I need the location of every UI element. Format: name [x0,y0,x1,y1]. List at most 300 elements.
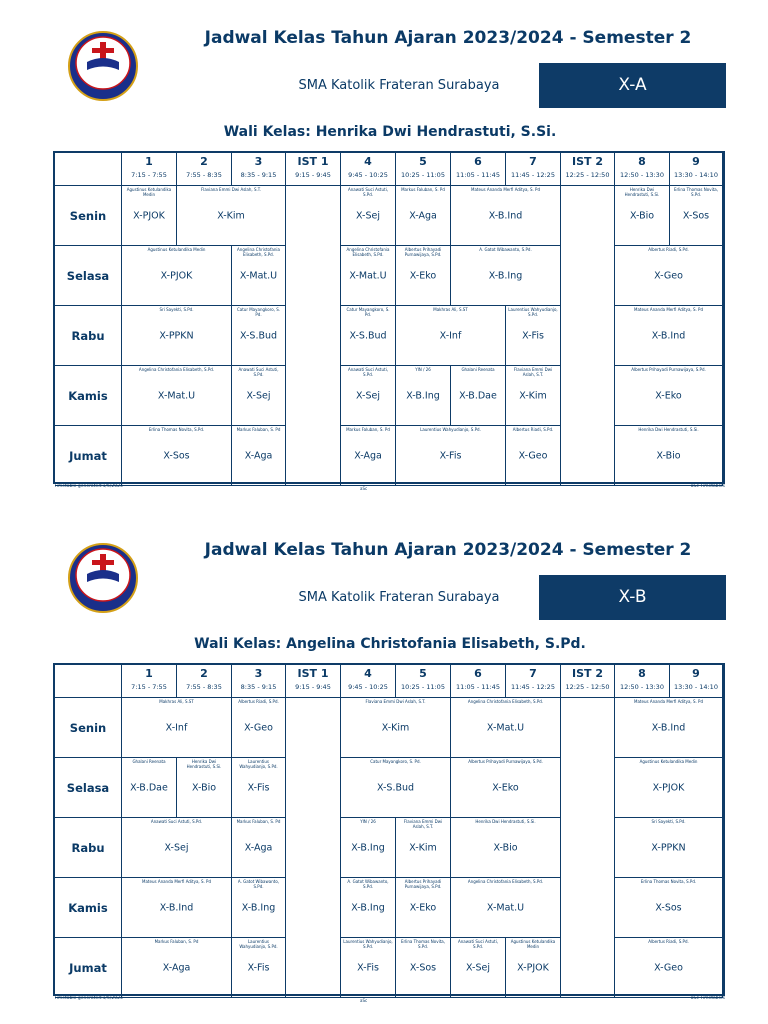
lesson-cell[interactable] [615,698,723,758]
lesson-cell[interactable] [232,818,286,878]
lesson-subject: X-Sej [356,210,380,221]
lesson-teacher: Laurentius Wahyudianjo, S.Pd. [239,939,278,949]
lesson-cell[interactable] [232,698,286,758]
school-logo-icon [67,30,139,102]
period-number: 9 [692,155,700,168]
lesson-cell[interactable] [396,938,451,998]
lesson-subject: X-Sos [409,962,437,973]
lesson-subject: X-Aga [244,842,273,853]
period-number: IST 2 [571,667,603,680]
empty-cell [286,426,341,486]
lesson-cell[interactable] [122,698,232,758]
period-time: 8:35 - 9:15 [240,171,277,179]
period-number: 5 [419,155,427,168]
footer-brand: aSc Timetables [690,996,725,1001]
footer-brand: aSc Timetables [690,484,725,489]
period-header [341,153,396,186]
period-header [670,153,723,186]
lesson-teacher: Albertus Riadi, S.Pd. [512,427,554,432]
lesson-cell[interactable] [341,758,451,818]
period-number: 5 [419,667,427,680]
timetable-grid [53,151,725,484]
lesson-teacher: Angelina Christofania Elisabeth, S.Pd. [138,367,215,372]
lesson-subject: X-PJOK [133,210,165,221]
empty-cell [561,426,615,486]
lesson-cell[interactable] [451,758,561,818]
lesson-cell[interactable] [341,366,396,426]
period-number: 4 [364,155,372,168]
lesson-teacher: Catur Mayangkoro, S. Pd. [236,307,281,317]
empty-cell [561,366,615,426]
day-label: Selasa [55,246,122,306]
period-header [232,665,286,698]
lesson-cell[interactable] [122,306,232,366]
empty-cell [561,758,615,818]
lesson-subject: X-B.Ind [651,330,686,341]
lesson-teacher: Flaviana Emmi Dwi Aslah, S.T. [201,187,261,192]
lesson-cell[interactable] [341,246,396,306]
period-time: 7:15 - 7:55 [131,683,167,691]
lesson-teacher: Albertus Prihayadi Purnawijaya, S.Pd. [404,879,442,889]
lesson-cell[interactable] [232,426,286,486]
period-header [506,153,561,186]
lesson-teacher: Erlina Thomas Novita, S.Pd. [148,427,205,432]
lesson-subject: X-PJOK [652,782,685,793]
school-logo-icon [67,542,139,614]
lesson-cell[interactable] [451,878,561,938]
lesson-subject: X-Geo [244,722,273,733]
lesson-cell[interactable] [396,186,451,246]
lesson-subject: X-Fis [247,962,270,973]
lesson-teacher: Ghalani Reenata [132,759,166,764]
period-header [506,665,561,698]
period-header [396,153,451,186]
lesson-subject: X-Mat.U [486,902,525,913]
lesson-teacher: A. Gatot Wibawanto, S.Pd. [237,879,280,889]
school-name: SMA Katolik Frateran Surabaya [298,590,500,605]
lesson-cell[interactable] [122,818,232,878]
period-time: 9:45 - 10:25 [348,171,388,179]
lesson-cell[interactable] [341,698,451,758]
lesson-cell[interactable] [122,366,232,426]
lesson-subject: X-B.Ing [406,390,440,401]
lesson-cell[interactable] [615,938,723,998]
lesson-cell[interactable] [615,246,723,306]
lesson-teacher: Anawati Suci Astuti, S.Pd. [458,939,498,949]
period-number: 7 [529,667,537,680]
lesson-teacher: Flaviana Emmi Dwi Aslah, S.T. [513,367,553,377]
lesson-cell[interactable] [341,306,396,366]
period-header [615,665,670,698]
lesson-teacher: Mateus Ananda Merfi Aditya, S. Pd [634,699,703,704]
class-name-badge: X-B [539,575,726,620]
empty-cell [286,818,341,878]
day-label: Jumat [55,938,122,998]
lesson-cell[interactable] [122,186,177,246]
lesson-cell[interactable] [615,306,723,366]
lesson-subject: X-Geo [654,270,683,281]
lesson-cell[interactable] [615,366,723,426]
empty-cell [286,878,341,938]
period-time: 8:35 - 9:15 [240,683,277,691]
lesson-cell[interactable] [451,246,561,306]
lesson-subject: X-PJOK [160,270,193,281]
period-time: 9:15 - 9:45 [295,683,331,691]
empty-cell [561,878,615,938]
lesson-teacher: Agustinus Ketulandika Medin [639,759,698,764]
lesson-subject: X-Sej [164,842,189,853]
page-title: Jadwal Kelas Tahun Ajaran 2023/2024 - Semester 2 [204,540,692,560]
lesson-subject: X-Bio [629,210,655,221]
period-number: 2 [200,667,208,680]
lesson-cell[interactable] [506,306,561,366]
lesson-cell[interactable] [615,426,723,486]
lesson-subject: X-B.Ing [488,270,523,281]
lesson-cell[interactable] [615,186,670,246]
lesson-cell[interactable] [670,186,723,246]
schedule-sheet [0,512,768,1024]
lesson-subject: X-B.Ing [241,902,276,913]
lesson-subject: X-S.Bud [376,782,415,793]
period-time: 11:45 - 12:25 [511,683,555,691]
lesson-teacher: Anawati Suci Astuti, S.Pd. [238,367,279,377]
lesson-teacher: Anawati Suci Astuti, S.Pd. [150,819,203,824]
lesson-cell[interactable] [177,758,232,818]
period-number: 2 [200,155,208,168]
period-time: 9:45 - 10:25 [348,683,388,691]
lesson-cell[interactable] [396,878,451,938]
period-header [122,153,177,186]
lesson-subject: X-Geo [518,450,548,461]
lesson-subject: X-Mat.U [486,722,525,733]
lesson-teacher: A. Gatot Wibawanto, S.Pd. [347,879,389,889]
lesson-subject: X-Kim [381,722,410,733]
lesson-teacher: Markus Faluban, S. Pd [154,939,199,944]
footer-generated: Timetable generated:1/6/2024 [54,484,123,489]
lesson-subject: X-B.Dae [130,782,168,793]
lesson-cell[interactable] [177,186,286,246]
lesson-subject: X-Mat.U [349,270,387,281]
lesson-teacher: Albertus Prihayadi Purnawijaya, S.Pd. [631,367,706,372]
timetable-grid [53,663,725,996]
period-number: 3 [254,667,263,680]
lesson-subject: X-B.Ind [651,722,686,733]
lesson-teacher: Henrika Dwi Hendrastuti, S.Si. [475,819,536,824]
lesson-teacher: A. Gatot Wibawanto, S.Pd. [479,247,532,252]
lesson-teacher: Sri Sayekti, S.Pd. [651,819,686,824]
lesson-teacher: Albertus Riadi, S.Pd. [238,699,279,704]
period-number: 4 [364,667,372,680]
period-time: 13:30 - 14:10 [674,683,718,691]
period-number: 3 [254,155,263,168]
lesson-cell[interactable] [341,426,396,486]
lesson-teacher: Makhras Ali, S.ST [159,699,194,704]
lesson-teacher: Albertus Riadi, S.Pd. [648,247,689,252]
lesson-teacher: Markus Faluban, S. Pd [346,427,390,432]
lesson-teacher: Markus Faluban, S. Pd [236,819,281,824]
footer-center: aSc [360,998,368,1003]
lesson-subject: X-Sej [466,962,490,973]
lesson-subject: X-Sos [163,450,190,461]
lesson-cell[interactable] [506,366,561,426]
lesson-teacher: Mateus Ananda Merfi Aditya, S. Pd [471,187,540,192]
lesson-subject: X-PPKN [651,842,686,853]
period-number: IST 2 [571,155,603,168]
lesson-teacher: Flaviana Emmi Dwi Aslah, S.T. [403,819,443,829]
period-number: IST 1 [297,667,329,680]
lesson-teacher: Henrika Dwi Hendrastuti, S.Si. [638,427,699,432]
lesson-cell[interactable] [122,938,232,998]
period-number: 8 [638,155,646,168]
period-time: 9:15 - 9:45 [295,171,331,179]
period-header [341,665,396,698]
lesson-cell[interactable] [122,758,177,818]
period-header [232,153,286,186]
lesson-teacher: Henrika Dwi Hendrastuti, S.Si. [186,759,222,769]
lesson-subject: X-S.Bud [239,330,278,341]
period-time: 12:50 - 13:30 [620,171,664,179]
lesson-teacher: Angelina Christofania Elisabeth, S.Pd. [346,247,390,257]
lesson-subject: X-Eko [492,782,519,793]
empty-cell [286,758,341,818]
lesson-teacher: Mateus Ananda Merfi Aditya, S. Pd [634,307,703,312]
lesson-cell[interactable] [451,366,506,426]
lesson-teacher: Laurentius Wahyudianjo, S.Pd. [239,759,278,769]
footer-center: aSc [360,486,368,491]
empty-cell [286,306,341,366]
day-label: Rabu [55,818,122,878]
period-time: 12:25 - 12:50 [565,683,610,691]
lesson-subject: X-Kim [409,842,437,853]
day-label: Kamis [55,878,122,938]
lesson-teacher: Laurentius Wahyudianjo, S.Pd. [420,427,481,432]
empty-cell [561,186,615,246]
lesson-subject: X-Bio [656,450,681,461]
period-header [177,665,232,698]
footer-generated: Timetable generated:1/6/2024 [54,996,123,1001]
lesson-subject: X-Aga [162,962,191,973]
lesson-cell[interactable] [615,818,723,878]
lesson-subject: X-Inf [165,722,188,733]
lesson-teacher: Erlina Thomas Novita, S.Pd. [640,879,697,884]
period-header [177,153,232,186]
lesson-teacher: Angelina Christofania Elisabeth, S.Pd. [467,699,544,704]
lesson-subject: X-Sos [655,902,682,913]
lesson-teacher: Angelina Christofania Elisabeth, S.Pd. [237,247,280,257]
lesson-subject: X-B.Ind [159,902,194,913]
lesson-subject: X-Kim [217,210,245,221]
day-label: Kamis [55,366,122,426]
period-time: 11:05 - 11:45 [456,171,500,179]
period-time: 13:30 - 14:10 [674,171,718,179]
day-label: Senin [55,186,122,246]
period-time: 7:55 - 8:35 [186,171,222,179]
header-corner [55,665,122,698]
lesson-cell[interactable] [122,426,232,486]
lesson-subject: X-Fis [522,330,544,341]
lesson-subject: X-Fis [439,450,462,461]
period-number: 7 [529,155,537,168]
period-header [561,665,615,698]
lesson-teacher: Albertus Prihayadi Purnawijaya, S.Pd. [404,247,442,257]
lesson-subject: X-Sos [682,210,710,221]
lesson-subject: X-Kim [519,390,547,401]
lesson-teacher: Laurentius Wahyudianjo, S.Pd. [343,939,393,949]
period-header [561,153,615,186]
period-header [615,153,670,186]
empty-cell [286,698,341,758]
lesson-cell[interactable] [341,878,396,938]
lesson-cell[interactable] [615,878,723,938]
lesson-teacher: Catur Mayangkoro, S. Pd. [346,307,390,317]
lesson-cell[interactable] [232,306,286,366]
lesson-cell[interactable] [451,186,561,246]
period-number: 6 [474,155,482,168]
lesson-cell[interactable] [341,818,396,878]
lesson-teacher: Makhras Ali, S.ST [433,307,468,312]
empty-cell [561,246,615,306]
lesson-subject: X-PPKN [159,330,194,341]
lesson-teacher: Catur Mayangkoro, S. Pd. [370,759,421,764]
day-label: Senin [55,698,122,758]
lesson-teacher: Albertus Riadi, S.Pd. [648,939,689,944]
lesson-teacher: Laurentius Wahyudianjo, S.Pd. [508,307,558,317]
period-time: 10:25 - 11:05 [401,171,445,179]
period-header [122,665,177,698]
day-label: Selasa [55,758,122,818]
lesson-teacher: Flaviana Emmi Dwi Aslah, S.T. [365,699,426,704]
period-header [286,665,341,698]
lesson-teacher: Ghalani Reenata [461,367,495,372]
lesson-teacher: YIN / 26 [415,367,431,372]
lesson-teacher: Markus Faluban, S. Pd [236,427,281,432]
lesson-cell[interactable] [451,818,561,878]
lesson-teacher: Sri Sayekti, S.Pd. [159,307,194,312]
lesson-cell[interactable] [396,426,506,486]
lesson-subject: X-B.Dae [459,390,497,401]
header-corner [55,153,122,186]
lesson-teacher: Agustinus Ketulandika Medin [510,939,556,949]
lesson-cell[interactable] [232,758,286,818]
period-time: 11:45 - 12:25 [511,171,555,179]
period-time: 12:50 - 13:30 [620,683,664,691]
lesson-subject: X-Geo [654,962,683,973]
day-label: Rabu [55,306,122,366]
empty-cell [286,246,341,306]
empty-cell [286,186,341,246]
lesson-cell[interactable] [232,878,286,938]
period-header [670,665,723,698]
lesson-subject: X-Fis [247,782,270,793]
empty-cell [561,698,615,758]
period-time: 10:25 - 11:05 [401,683,445,691]
lesson-cell[interactable] [232,366,286,426]
empty-cell [286,366,341,426]
lesson-cell[interactable] [396,306,506,366]
lesson-teacher: Mateus Ananda Merfi Aditya, S. Pd [142,879,211,884]
lesson-cell[interactable] [396,366,451,426]
lesson-subject: X-Mat.U [157,390,196,401]
lesson-subject: X-Eko [655,390,682,401]
empty-cell [561,818,615,878]
lesson-cell[interactable] [232,246,286,306]
lesson-cell[interactable] [396,818,451,878]
lesson-subject: X-Sej [246,390,271,401]
period-number: 8 [638,667,646,680]
period-number: 1 [145,667,153,680]
lesson-subject: X-Fis [357,962,379,973]
lesson-subject: X-S.Bud [349,330,387,341]
lesson-subject: X-B.Ing [351,842,385,853]
period-number: 9 [692,667,700,680]
lesson-cell[interactable] [122,246,232,306]
lesson-subject: X-Aga [244,450,273,461]
lesson-teacher: Erlina Thomas Novita, S.Pd. [674,187,718,197]
homeroom-teacher: Wali Kelas: Henrika Dwi Hendrastuti, S.Si. [223,124,557,140]
lesson-subject: X-B.Ing [351,902,385,913]
empty-cell [561,306,615,366]
lesson-teacher: YIN / 26 [360,819,376,824]
page-title: Jadwal Kelas Tahun Ajaran 2023/2024 - Semester 2 [204,28,692,48]
lesson-subject: X-B.Ind [488,210,523,221]
school-name: SMA Katolik Frateran Surabaya [298,78,500,93]
lesson-subject: X-Inf [439,330,462,341]
lesson-cell[interactable] [341,938,396,998]
lesson-subject: X-Bio [191,782,217,793]
lesson-subject: X-PJOK [517,962,549,973]
lesson-teacher: Angelina Christofania Elisabeth, S.Pd. [467,879,544,884]
lesson-cell[interactable] [396,246,451,306]
day-label: Jumat [55,426,122,486]
lesson-cell[interactable] [506,938,561,998]
period-time: 7:55 - 8:35 [186,683,222,691]
lesson-subject: X-Aga [409,210,437,221]
lesson-teacher: Anawati Suci Astuti, S.Pd. [348,187,388,197]
lesson-teacher: Albertus Prihayadi Purnawijaya, S.Pd. [468,759,543,764]
lesson-subject: X-Eko [409,902,437,913]
period-number: 1 [145,155,153,168]
lesson-teacher: Anawati Suci Astuti, S.Pd. [348,367,388,377]
period-time: 12:25 - 12:50 [565,171,610,179]
lesson-cell[interactable] [122,878,232,938]
lesson-teacher: Erlina Thomas Novita, S.Pd. [401,939,445,949]
lesson-cell[interactable] [451,698,561,758]
period-number: 6 [474,667,482,680]
lesson-teacher: Henrika Dwi Hendrastuti, S.Si. [624,187,660,197]
lesson-cell[interactable] [341,186,396,246]
period-header [451,665,506,698]
lesson-cell[interactable] [615,758,723,818]
empty-cell [561,938,615,998]
period-header [286,153,341,186]
lesson-cell[interactable] [232,938,286,998]
period-time: 7:15 - 7:55 [131,171,167,179]
lesson-teacher: Agustinus Ketulandika Medin [147,247,206,252]
lesson-teacher: Agustinus Ketulandika Medin [126,187,172,197]
lesson-cell[interactable] [506,426,561,486]
period-header [396,665,451,698]
lesson-cell[interactable] [451,938,506,998]
lesson-subject: X-Mat.U [239,270,278,281]
period-number: IST 1 [297,155,329,168]
lesson-subject: X-Eko [409,270,437,281]
class-name-badge: X-A [539,63,726,108]
lesson-subject: X-Bio [493,842,518,853]
lesson-teacher: Markus Faluban, S. Pd [401,187,445,192]
period-time: 11:05 - 11:45 [456,683,500,691]
homeroom-teacher: Wali Kelas: Angelina Christofania Elisabeth, S.Pd. [194,636,586,652]
empty-cell [286,938,341,998]
